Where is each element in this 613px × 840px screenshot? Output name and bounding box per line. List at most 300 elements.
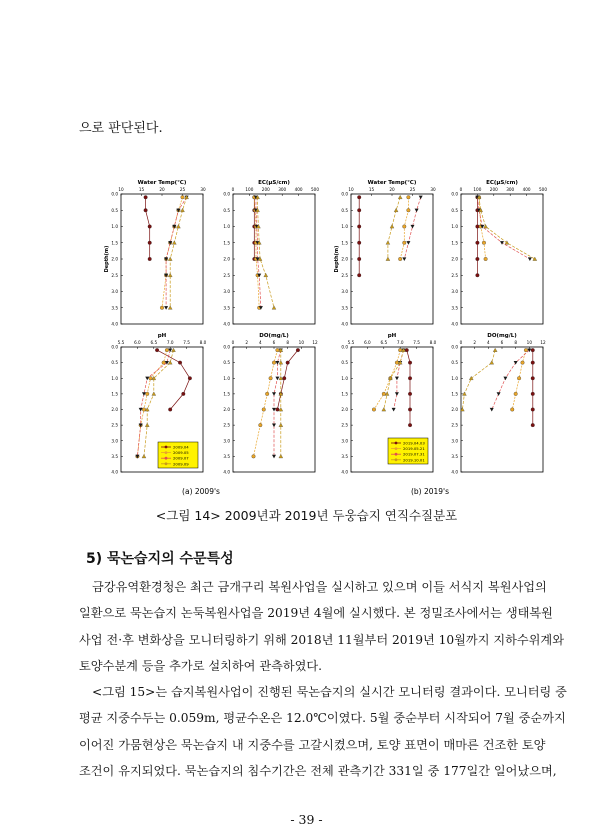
data-point	[395, 361, 399, 365]
data-point	[168, 273, 172, 277]
intro-text: 으로 판단된다.	[79, 121, 163, 136]
y-tick-label: 3.5	[223, 453, 230, 459]
chart-legend	[388, 438, 428, 464]
y-tick-label: 0.5	[223, 207, 230, 213]
x-tick-label: 300	[278, 187, 287, 192]
data-point	[386, 241, 390, 245]
paragraph-line: 이어진 가뭄현상은 묵논습지 내 지중수를 고갈시켰으며, 토양 표면이 매마른 건조한 토양	[79, 737, 546, 752]
x-tick-label: 7.5	[413, 340, 420, 345]
series-line	[258, 197, 274, 307]
data-point	[514, 392, 518, 396]
y-tick-label: 2.5	[111, 422, 118, 428]
y-tick-label: 0.0	[451, 344, 458, 350]
legend-label: 2019.10.01	[403, 457, 425, 463]
x-tick-label: 10	[526, 340, 533, 345]
legend-marker	[165, 457, 168, 460]
data-point	[405, 348, 409, 352]
y-tick-label: 1.5	[223, 391, 230, 397]
x-tick-label: 6	[500, 340, 504, 345]
data-point	[408, 423, 412, 427]
data-point	[279, 361, 283, 365]
y-tick-label: 3.5	[223, 305, 230, 311]
y-tick-label: 0.0	[223, 191, 230, 197]
x-tick-label: 100	[245, 187, 254, 192]
x-tick-label: 5.5	[117, 340, 125, 345]
data-point	[160, 306, 164, 310]
y-tick-label: 3.5	[111, 453, 118, 459]
panel-title: pH	[387, 333, 397, 339]
y-tick-label: 4.0	[223, 321, 230, 327]
x-tick-label: 10	[298, 340, 305, 345]
data-point	[476, 241, 480, 245]
legend-marker	[165, 446, 168, 449]
x-tick-label: 20	[159, 187, 165, 192]
data-point	[142, 454, 146, 458]
paragraph-line: 조건이 유지되었다. 묵논습지의 침수기간은 전체 관측기간 331일 중 177일간 일어났으며,	[79, 764, 557, 779]
y-tick-label: 3.5	[111, 305, 118, 311]
y-tick-label: 1.0	[223, 375, 230, 381]
figure-14	[103, 172, 548, 498]
data-point	[148, 241, 152, 245]
y-tick-label: 2.5	[451, 272, 458, 278]
figure-caption: <그림 14> 2009년과 2019년 두웅습지 연직수질분포	[155, 508, 458, 523]
x-tick-label: 8.0	[199, 340, 207, 345]
y-tick-label: 3.0	[223, 438, 230, 444]
data-point	[469, 376, 473, 380]
x-tick-label: 500	[539, 187, 547, 192]
data-point	[279, 376, 283, 380]
panel-title: Water Temp(℃)	[137, 180, 187, 186]
data-point	[503, 377, 507, 381]
data-point	[402, 257, 406, 261]
data-point	[408, 376, 412, 380]
sublabel-2019: (b) 2019's	[410, 487, 450, 496]
data-point	[144, 195, 148, 199]
page-number: - 39 -	[290, 812, 323, 827]
data-point	[181, 208, 185, 212]
y-tick-label: 4.0	[341, 469, 348, 475]
legend-marker	[395, 447, 398, 450]
y-tick-label: 3.5	[451, 453, 458, 459]
series-line	[374, 350, 400, 409]
y-tick-label: 2.0	[341, 407, 348, 412]
x-tick-label: 4	[258, 340, 262, 345]
data-point	[462, 392, 466, 396]
y-tick-label: 1.5	[341, 391, 348, 397]
x-tick-label: 8	[514, 340, 518, 345]
sublabel-2009: (a) 2009's	[182, 487, 220, 496]
panel-frame	[233, 194, 315, 324]
data-point	[517, 376, 521, 380]
y-tick-label: 4.0	[341, 321, 348, 327]
data-point	[145, 423, 149, 427]
panel-title: pH	[157, 333, 167, 339]
data-point	[407, 195, 411, 199]
chart-panel	[104, 179, 206, 327]
y-tick-label: 0.0	[451, 191, 458, 197]
y-tick-label: 2.0	[451, 407, 458, 412]
y-tick-label: 1.0	[341, 224, 348, 229]
y-axis-label: Depth(m)	[104, 245, 110, 273]
data-point	[148, 225, 152, 229]
data-point	[484, 257, 488, 261]
x-tick-label: 400	[294, 187, 303, 192]
y-tick-label: 4.0	[111, 469, 118, 475]
data-point	[497, 392, 501, 396]
data-point	[272, 408, 276, 412]
data-point	[188, 376, 192, 380]
y-tick-label: 3.0	[341, 289, 348, 294]
data-point	[142, 408, 146, 412]
x-tick-label: 7.5	[183, 340, 190, 345]
y-tick-label: 2.5	[223, 422, 230, 428]
data-point	[407, 208, 411, 212]
data-point	[476, 273, 480, 277]
legend-marker	[165, 462, 168, 465]
legend-label: 2019.04.03	[403, 440, 425, 446]
x-tick-label: 5.5	[347, 340, 355, 345]
data-point	[531, 392, 535, 396]
x-tick-label: 25	[409, 187, 416, 192]
data-point	[272, 392, 276, 396]
data-point	[357, 195, 361, 199]
x-tick-label: 0	[231, 340, 235, 345]
y-tick-label: 0.0	[341, 344, 348, 350]
data-point	[357, 257, 361, 261]
y-tick-label: 3.5	[341, 453, 348, 459]
body-paragraph	[79, 574, 567, 784]
y-tick-label: 1.5	[451, 391, 458, 397]
data-point	[279, 423, 283, 427]
paragraph-line: 일환으로 묵논습지 논둑복원사업을 2019년 4월에 실시했다. 본 정밀조사에서는 생태복원	[79, 606, 553, 621]
y-tick-label: 2.5	[341, 272, 348, 278]
section-heading: 5) 묵논습지의 수문특성	[86, 551, 234, 567]
x-tick-label: 7.0	[396, 340, 404, 345]
panel-frame	[461, 347, 543, 472]
data-point	[272, 455, 276, 459]
x-tick-label: 6.5	[380, 340, 388, 345]
y-tick-label: 0.0	[341, 191, 348, 197]
y-tick-label: 4.0	[111, 321, 118, 327]
y-tick-label: 1.0	[451, 375, 458, 381]
data-point	[152, 392, 156, 396]
x-tick-label: 25	[179, 187, 186, 192]
y-tick-label: 2.5	[451, 422, 458, 428]
x-tick-label: 7.0	[166, 340, 174, 345]
data-point	[510, 408, 514, 412]
data-point	[272, 306, 276, 310]
data-point	[357, 241, 361, 245]
data-point	[262, 408, 266, 412]
series-line	[137, 350, 170, 456]
data-point	[269, 376, 273, 380]
y-tick-label: 4.0	[451, 469, 458, 475]
x-tick-label: 300	[506, 187, 515, 192]
legend-label: 2009.09	[173, 461, 189, 467]
data-point	[265, 392, 269, 396]
y-tick-label: 1.5	[223, 240, 230, 246]
y-tick-label: 0.0	[111, 191, 118, 197]
data-point	[531, 348, 535, 352]
x-tick-label: 2	[245, 340, 249, 345]
data-point	[181, 195, 185, 199]
y-tick-label: 2.0	[111, 407, 118, 412]
chart-panel	[451, 333, 546, 475]
y-tick-label: 3.5	[451, 305, 458, 311]
legend-marker	[395, 453, 398, 456]
y-tick-label: 3.0	[341, 438, 348, 444]
x-tick-label: 15	[138, 187, 145, 192]
panel-title: EC(µS/cm)	[486, 180, 518, 186]
data-point	[490, 408, 494, 412]
data-point	[386, 257, 390, 261]
x-tick-label: 30	[430, 187, 436, 192]
data-point	[533, 257, 537, 261]
data-point	[168, 306, 172, 310]
data-point	[165, 348, 169, 352]
data-point	[476, 257, 480, 261]
x-tick-label: 12	[540, 340, 546, 345]
data-point	[149, 376, 153, 380]
data-point	[392, 408, 396, 412]
x-tick-label: 8	[286, 340, 290, 345]
y-tick-label: 1.5	[341, 240, 348, 246]
paragraph-line: 토양수분계 등을 추가로 설치하여 관측하였다.	[79, 658, 323, 673]
y-tick-label: 0.5	[111, 360, 118, 366]
y-tick-label: 2.0	[111, 256, 118, 262]
panel-title: EC(µS/cm)	[258, 180, 290, 186]
y-tick-label: 2.5	[223, 272, 230, 278]
data-point	[398, 257, 402, 261]
legend-label: 2019.05.21	[403, 446, 425, 452]
x-tick-label: 0	[459, 340, 463, 345]
legend-marker	[165, 451, 168, 454]
data-point	[357, 273, 361, 277]
data-point	[411, 225, 415, 229]
data-point	[272, 424, 276, 428]
data-point	[505, 241, 509, 245]
data-point	[493, 348, 497, 352]
legend-label: 2009.07	[173, 455, 189, 461]
paragraph-line: 금강유역환경청은 최근 금개구리 복원사업을 실시하고 있으며 이들 서식지 복원사업의	[92, 580, 547, 594]
x-tick-label: 10	[348, 187, 354, 192]
data-point	[524, 348, 528, 352]
y-tick-label: 2.0	[341, 256, 348, 262]
data-point	[490, 361, 494, 365]
y-tick-label: 2.5	[111, 272, 118, 278]
y-tick-label: 3.5	[341, 305, 348, 311]
y-tick-label: 2.0	[223, 407, 230, 412]
y-tick-label: 0.5	[341, 360, 348, 366]
x-tick-label: 500	[311, 187, 319, 192]
chart-panel	[451, 180, 547, 327]
x-tick-label: 0	[459, 187, 463, 192]
y-tick-label: 3.0	[451, 289, 458, 294]
x-tick-label: 100	[473, 187, 482, 192]
panel-title: Water Temp(℃)	[367, 180, 417, 186]
x-tick-label: 15	[368, 187, 375, 192]
data-point	[372, 408, 376, 412]
series-line	[492, 350, 530, 409]
data-point	[168, 408, 172, 412]
data-point	[408, 408, 412, 412]
data-point	[408, 361, 412, 365]
y-tick-label: 2.0	[223, 256, 230, 262]
x-tick-label: 8.0	[429, 340, 437, 345]
data-point	[279, 408, 283, 412]
data-point	[514, 361, 518, 365]
data-point	[176, 225, 180, 229]
paragraph-line: 평균 지중수두는 0.059m, 평균수온은 12.0℃이였다. 5월 중순부터 시작되어 7월 중순까지	[79, 711, 566, 726]
data-point	[279, 454, 283, 458]
data-point	[476, 225, 480, 229]
legend-marker	[395, 442, 398, 445]
data-point	[144, 208, 148, 212]
series-line	[144, 350, 174, 456]
y-tick-label: 1.0	[223, 224, 230, 229]
y-tick-label: 1.5	[111, 391, 118, 397]
series-line	[274, 350, 281, 456]
y-tick-label: 1.0	[451, 224, 458, 229]
y-tick-label: 0.5	[111, 207, 118, 213]
data-point	[155, 348, 159, 352]
data-point	[500, 241, 504, 245]
data-point	[395, 377, 399, 381]
x-tick-label: 20	[389, 187, 395, 192]
data-point	[403, 241, 407, 245]
data-point	[178, 361, 182, 365]
y-tick-label: 1.0	[111, 224, 118, 229]
series-line	[170, 197, 186, 307]
data-point	[531, 376, 535, 380]
series-line	[162, 197, 183, 307]
data-point	[531, 408, 535, 412]
data-point	[168, 257, 172, 261]
y-tick-label: 3.0	[223, 289, 230, 294]
data-point	[531, 361, 535, 365]
y-axis-label: Depth(m)	[334, 245, 340, 273]
data-point	[482, 241, 486, 245]
x-tick-label: 200	[489, 187, 498, 192]
panel-frame	[351, 194, 433, 324]
chart-panel	[223, 333, 318, 475]
data-point	[528, 257, 532, 261]
data-point	[286, 361, 290, 365]
x-tick-label: 4	[486, 340, 490, 345]
data-point	[276, 408, 280, 412]
series-line	[384, 350, 404, 409]
chart-panel	[223, 180, 319, 327]
data-point	[382, 408, 386, 412]
y-tick-label: 3.0	[111, 438, 118, 444]
legend-label: 2009.05	[173, 450, 189, 456]
chart-legend	[158, 442, 198, 468]
y-tick-label: 0.5	[451, 360, 458, 366]
panel-frame	[121, 194, 203, 324]
y-tick-label: 2.0	[451, 256, 458, 262]
data-point	[419, 196, 423, 200]
x-tick-label: 0	[231, 187, 235, 192]
y-tick-label: 0.0	[111, 344, 118, 350]
y-tick-label: 1.0	[111, 375, 118, 381]
paragraph-line: 사업 전·후 변화상을 모니터링하기 위해 2018년 11월부터 2019년 10월까지 지하수위계와	[79, 632, 564, 647]
data-point	[521, 361, 525, 365]
y-tick-label: 2.5	[341, 422, 348, 428]
series-line	[254, 197, 259, 307]
data-point	[382, 392, 386, 396]
data-point	[164, 306, 168, 310]
legend-label: 2019.07.31	[403, 451, 425, 457]
series-line	[157, 350, 190, 409]
x-tick-label: 6	[272, 340, 276, 345]
y-tick-label: 3.0	[111, 289, 118, 294]
y-tick-label: 4.0	[223, 469, 230, 475]
data-point	[145, 392, 149, 396]
data-point	[264, 273, 268, 277]
y-tick-label: 3.0	[451, 438, 458, 444]
x-tick-label: 10	[118, 187, 124, 192]
data-point	[398, 348, 402, 352]
data-point	[272, 361, 276, 365]
x-tick-label: 12	[312, 340, 318, 345]
data-point	[259, 423, 263, 427]
x-tick-label: 200	[261, 187, 270, 192]
data-point	[395, 392, 399, 396]
y-tick-label: 0.5	[223, 360, 230, 366]
data-point	[296, 348, 300, 352]
y-tick-label: 0.5	[341, 207, 348, 213]
series-line	[166, 197, 187, 307]
data-point	[398, 195, 402, 199]
x-tick-label: 6.5	[150, 340, 158, 345]
data-point	[390, 225, 394, 229]
series-line	[394, 350, 404, 409]
data-point	[403, 225, 407, 229]
x-tick-label: 400	[522, 187, 531, 192]
data-point	[252, 455, 256, 459]
panel-title: DO(mg/L)	[259, 333, 289, 339]
series-line	[462, 350, 495, 409]
y-tick-label: 1.5	[111, 240, 118, 246]
y-tick-label: 0.0	[223, 344, 230, 350]
legend-marker	[395, 458, 398, 461]
data-point	[406, 241, 410, 245]
data-point	[415, 209, 419, 213]
data-point	[394, 208, 398, 212]
data-point	[148, 257, 152, 261]
x-tick-label: 2	[473, 340, 477, 345]
legend-label: 2009.04	[173, 444, 189, 450]
data-point	[282, 376, 286, 380]
data-point	[408, 392, 412, 396]
data-point	[357, 225, 361, 229]
data-point	[531, 423, 535, 427]
y-tick-label: 1.5	[451, 240, 458, 246]
x-tick-label: 6.0	[134, 340, 141, 345]
panel-title: DO(mg/L)	[487, 333, 517, 339]
data-point	[172, 241, 176, 245]
y-tick-label: 4.0	[451, 321, 458, 327]
y-tick-label: 1.0	[341, 375, 348, 381]
y-tick-label: 0.5	[451, 207, 458, 213]
data-point	[276, 348, 280, 352]
data-point	[182, 392, 186, 396]
data-point	[357, 208, 361, 212]
x-tick-label: 30	[200, 187, 206, 192]
x-tick-label: 6.0	[364, 340, 371, 345]
chart-panel	[334, 179, 436, 327]
paragraph-line: <그림 15>는 습지복원사업이 진행된 묵논습지의 실시간 모니터링 결과이다. 모니터링 중	[92, 685, 567, 700]
